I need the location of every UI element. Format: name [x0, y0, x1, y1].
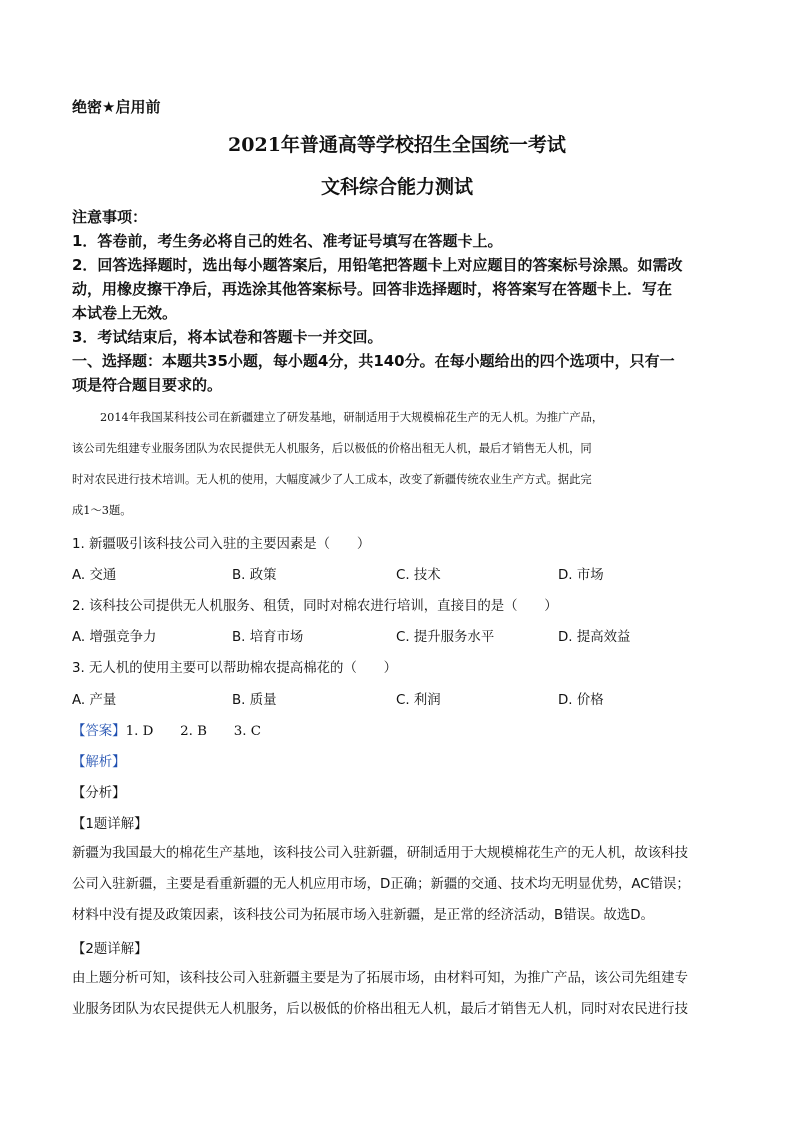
analysis-tag: 【解析】	[72, 755, 126, 770]
question-1-stem: 1. 新疆吸引该科技公司入驻的主要因素是（ ）	[72, 537, 371, 552]
notice-line: 本试卷上无效。	[72, 304, 178, 322]
question-2-options	[72, 626, 727, 646]
option-c: C. 提升服务水平	[396, 630, 495, 645]
question-2-stem: 2. 该科技公司提供无人机服务、租赁，同时对棉农进行培训，直接目的是（ ）	[72, 599, 558, 614]
option-d: D. 提高效益	[558, 630, 631, 645]
exam-title: 2021年普通高等学校招生全国统一考试	[228, 134, 566, 156]
detail-line: 由上题分析可知，该科技公司入驻新疆主要是为了拓展市场，由材料可知，为推广产品，该公司先组建专	[72, 971, 688, 986]
detail-2-tag: 【2题详解】	[72, 942, 148, 957]
question-1-options	[72, 564, 727, 584]
option-c: C. 利润	[396, 693, 441, 708]
question-3-stem: 3. 无人机的使用主要可以帮助棉农提高棉花的（ ）	[72, 661, 398, 676]
notice-heading: 注意事项：	[72, 208, 148, 226]
option-d: D. 价格	[558, 693, 604, 708]
section-line: 项是符合题目要求的。	[72, 376, 223, 394]
material-line: 2014年我国某科技公司在新疆建立了研发基地，研制适用于大规模棉花生产的无人机。为推广产品，	[100, 411, 604, 424]
detail-line: 新疆为我国最大的棉花生产基地，该科技公司入驻新疆，研制适用于大规模棉花生产的无人机，故该科技	[72, 846, 688, 861]
notice-line: 2．回答选择题时，选出每小题答案后，用铅笔把答题卡上对应题目的答案标号涂黑。如需改	[72, 256, 683, 274]
exam-subtitle: 文科综合能力测试	[320, 176, 473, 198]
confidential-mark: 绝密★启用前	[72, 98, 161, 116]
question-3-options	[72, 689, 727, 709]
option-a: A. 交通	[72, 568, 117, 583]
material-passage	[72, 402, 727, 526]
option-b: B. 质量	[232, 693, 277, 708]
detail-1-body	[72, 838, 727, 931]
detail-2-body	[72, 963, 727, 1025]
answer-text: 1. D 2. B 3. C	[125, 724, 262, 739]
material-line: 时对农民进行技术培训。无人机的使用，大幅度减少了人工成本，改变了新疆传统农业生产方式。据此完	[72, 473, 592, 486]
notice-line: 3．考试结束后，将本试卷和答题卡一并交回。	[72, 328, 383, 346]
option-b: B. 政策	[232, 568, 277, 583]
option-b: B. 培育市场	[232, 630, 304, 645]
notice-section	[72, 205, 727, 397]
detail-line: 材料中没有提及政策因素，该科技公司为拓展市场入驻新疆，是正常的经济活动，B错误。故选D。	[72, 908, 654, 923]
notice-line: 1．答卷前，考生务必将自己的姓名、准考证号填写在答题卡上。	[72, 232, 503, 250]
material-line: 成1～3题。	[72, 504, 132, 517]
option-d: D. 市场	[558, 568, 604, 583]
detail-line: 公司入驻新疆，主要是看重新疆的无人机应用市场，D正确；新疆的交通、技术均无明显优势，AC错误；	[72, 877, 690, 892]
section-line: 一、选择题：本题共35小题，每小题4分，共140分。在每小题给出的四个选项中，只有一	[72, 352, 675, 370]
detail-1-tag: 【1题详解】	[72, 817, 148, 832]
detail-line: 业服务团队为农民提供无人机服务，后以极低的价格出租无人机，最后才销售无人机，同时对农民进行技	[72, 1002, 688, 1017]
answer-line	[72, 720, 727, 739]
option-c: C. 技术	[396, 568, 441, 583]
option-a: A. 增强竞争力	[72, 630, 157, 645]
answer-tag: 【答案】	[72, 724, 126, 739]
analysis-subtag: 【分析】	[72, 786, 126, 801]
notice-line: 动，用橡皮擦干净后，再选涂其他答案标号。回答非选择题时，将答案写在答题卡上．写在	[72, 280, 673, 298]
option-a: A. 产量	[72, 693, 117, 708]
material-line: 该公司先组建专业服务团队为农民提供无人机服务，后以极低的价格出租无人机，最后才销售无人机，同	[72, 442, 592, 455]
